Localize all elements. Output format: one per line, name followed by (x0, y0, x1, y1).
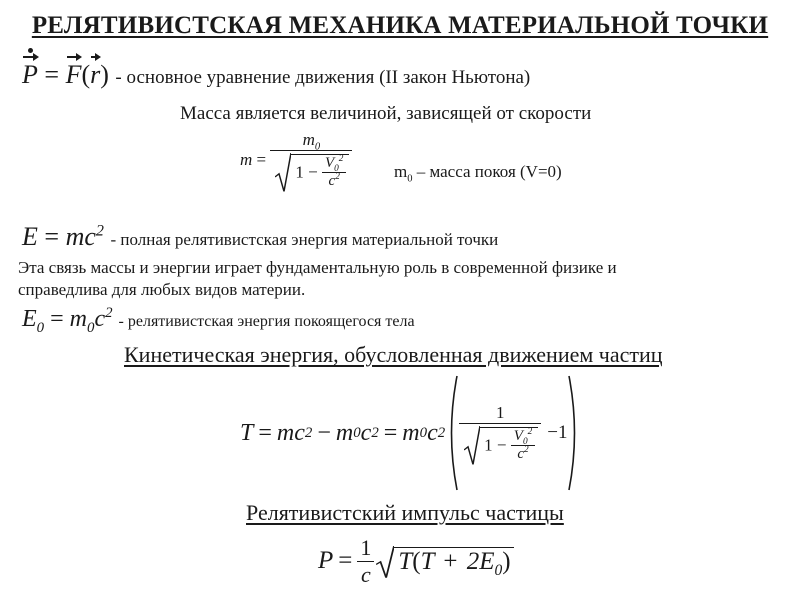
energy-formula (22, 222, 110, 251)
r-symbol: r (90, 60, 101, 89)
subscript-zero: 0 (407, 173, 413, 185)
superscript-two: 2 (105, 305, 113, 321)
paren-close: ) (100, 60, 109, 89)
superscript-two: 2 (524, 445, 529, 455)
superscript-two: 2 (335, 172, 340, 182)
m0-symbol: m (394, 162, 408, 181)
minus-sign: − (496, 435, 507, 455)
paren-close: ) (502, 547, 511, 575)
equation-rest-energy (22, 305, 415, 336)
c-symbol: c (357, 561, 374, 588)
page-title: РЕЛЯТИВИСТСКАЯ МЕХАНИКА МАТЕРИАЛЬНОЙ ТОЧКИ (31, 12, 769, 39)
kinetic-energy-heading: Кинетическая энергия, обусловленная движением частиц (124, 342, 663, 367)
equals-sign: = (50, 306, 64, 332)
vector-arrow (91, 56, 99, 58)
c-symbol: c (94, 306, 106, 332)
one-digit: 1 (495, 403, 505, 422)
equals-sign: = (44, 60, 60, 89)
one-digit: 1 (484, 435, 493, 455)
sqrt-radical (394, 547, 513, 579)
subscript-zero: 0 (334, 164, 339, 174)
rest-mass-text (394, 162, 562, 185)
e-symbol: E (22, 306, 37, 332)
equals-sign: = (258, 419, 272, 446)
c-squared (322, 172, 346, 190)
minus-sign: − (308, 162, 318, 182)
two-e-symbol: 2E (466, 547, 495, 575)
v-squared (322, 155, 346, 172)
momentum-heading: Релятивистский импульс частицы (246, 500, 564, 525)
c-symbol: c (517, 446, 525, 462)
superscript-two: 2 (95, 222, 104, 240)
sqrt-radical (291, 154, 349, 190)
p-vector-dot (22, 60, 38, 90)
equation-energy (22, 222, 498, 252)
v-symbol: V (513, 428, 523, 444)
m-symbol: m (402, 419, 420, 446)
c-symbol: c (328, 173, 336, 189)
equation-newton-desc: - основное уравнение движения (II закон Ньютона) (115, 67, 531, 88)
one-digit: 1 (295, 162, 304, 182)
m-symbol: m (335, 419, 354, 446)
c-symbol: c (427, 419, 438, 446)
m0-symbol: m (302, 130, 315, 149)
t-symbol: T (240, 419, 254, 446)
right-paren-icon (567, 374, 581, 492)
subscript-zero: 0 (522, 437, 528, 447)
kinetic-energy-formula: T = mc 2 − m 0 c 2 = m 0 c 2 1 1 − $\frac{V_0^2}{c^2}$ −1 (240, 372, 581, 494)
paragraph-line-1: Эта связь массы и энергии играет фундаментальную роль в современной физике и (18, 258, 617, 277)
v-symbol: V (324, 155, 335, 171)
minus-sign: − (317, 419, 331, 446)
paren-open: ( (81, 60, 91, 89)
v-over-c-fraction (322, 155, 346, 190)
mass-fraction-numerator (270, 130, 352, 153)
left-paren-icon (445, 374, 459, 492)
r-vector (90, 60, 100, 90)
sqrt-radical (480, 427, 538, 463)
rest-energy-formula (22, 305, 119, 336)
e-symbol: E (22, 222, 38, 251)
subscript-zero: 0 (494, 561, 503, 579)
sqrt-sign-icon (275, 153, 291, 193)
subscript-zero: 0 (314, 141, 321, 153)
rest-energy-desc: - релятивистская энергия покоящегося тела (118, 313, 415, 330)
equation-newton-formula (22, 60, 115, 89)
sqrt-sign-icon (376, 546, 394, 579)
c-symbol: c (360, 419, 372, 446)
m-symbol: m (240, 150, 253, 169)
p-symbol: P (318, 547, 334, 574)
mc-symbol: mc (276, 419, 305, 446)
energy-desc: - полная релятивистская энергия материальной точки (110, 230, 499, 249)
superscript-two: 2 (338, 154, 344, 164)
mass-fraction-denominator (270, 150, 352, 190)
equals-sign: = (44, 222, 60, 251)
kinetic-fraction-denominator (459, 423, 541, 463)
mc-symbol: mc (65, 222, 96, 251)
t-symbol: T (398, 547, 413, 575)
sqrt-sign-icon (464, 426, 480, 466)
t-symbol: T (420, 547, 435, 575)
mass-dependence-text: Масса является величиной, зависящей от скорости (180, 103, 592, 124)
equation-newton (22, 60, 530, 90)
v-squared (511, 428, 535, 445)
v-over-c-fraction (511, 428, 535, 463)
momentum-formula (318, 528, 514, 594)
minus-one: −1 (547, 422, 568, 443)
c-squared (511, 445, 535, 463)
one-over-c-fraction (357, 535, 374, 588)
equals-sign: = (256, 150, 267, 169)
equals-sign: = (383, 419, 398, 446)
paragraph-line-2: справедлива для любых видов материи. (18, 280, 306, 299)
f-symbol: F (65, 60, 82, 89)
equals-sign: = (338, 547, 353, 574)
plus-sign: + (443, 547, 458, 575)
one-digit: 1 (360, 534, 372, 560)
subscript-zero: 0 (36, 319, 45, 336)
subscript-zero: 0 (87, 319, 95, 336)
kinetic-fraction (459, 403, 541, 463)
superscript-two: 2 (527, 427, 533, 437)
mass-formula (240, 130, 352, 190)
rest-mass-desc: – масса покоя (V=0) (412, 162, 562, 181)
p-symbol: P (22, 60, 38, 89)
paren-open: ( (412, 547, 421, 575)
mass-fraction (270, 130, 352, 190)
vector-arrow (23, 56, 37, 58)
m-symbol: m (69, 306, 87, 332)
vector-arrow (67, 56, 81, 58)
f-vector (66, 60, 82, 90)
